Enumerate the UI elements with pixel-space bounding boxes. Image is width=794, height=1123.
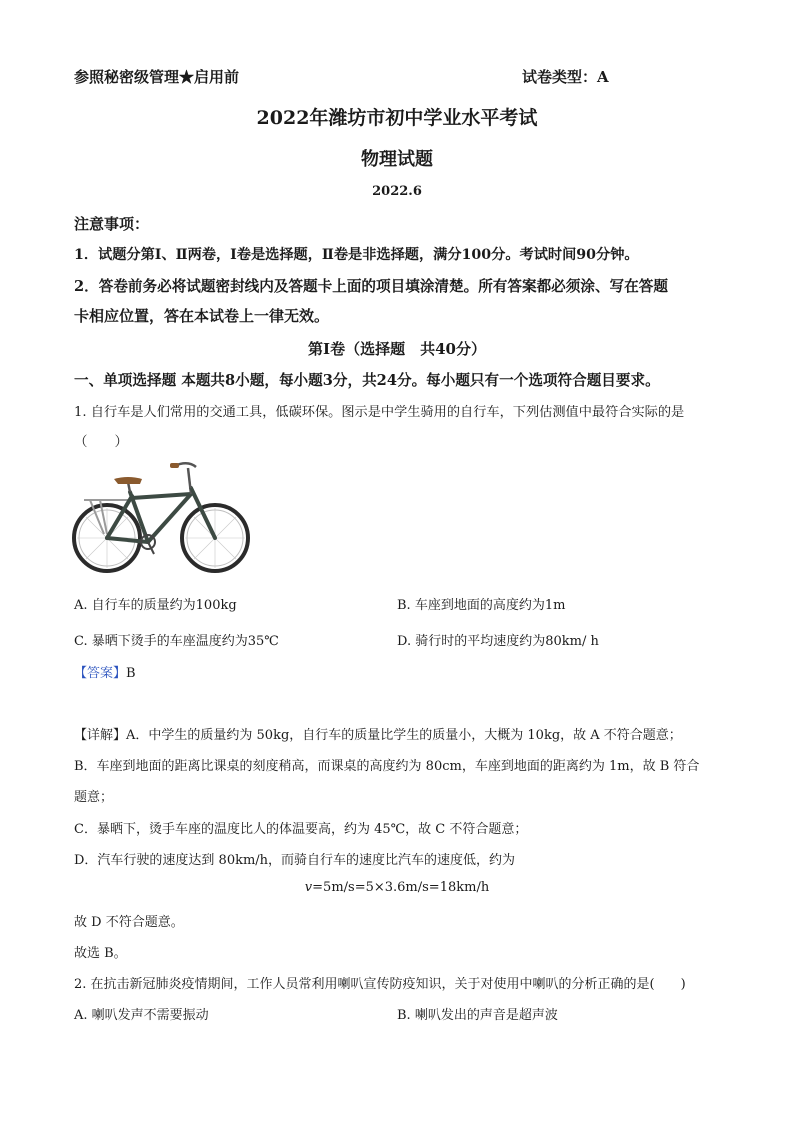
answer-value: B (126, 666, 136, 681)
q2-option-b: B. 喇叭发出的声音是超声波 (397, 1008, 558, 1023)
exam-title: 2022年潍坊市初中学业水平考试 (256, 107, 538, 129)
q1-detail-line-5: D．汽车行驶的速度达到 80km/h，而骑自行车的速度比汽车的速度低，约为 (74, 853, 516, 868)
q1-answer (74, 662, 136, 681)
exam-subtitle: 物理试题 (361, 149, 433, 170)
part1-instruction: 一、单项选择题 本题共8小题，每小题3分，共24分。每小题只有一个选项符合题目要求。 (74, 372, 660, 389)
paper-type-label: 试卷类型：A (522, 68, 609, 86)
bicycle-image (70, 458, 256, 578)
notice-item-2-line-1: 2．答卷前务必将试题密封线内及答题卡上面的项目填涂清楚。所有答案都必须涂、写在答题 (74, 278, 668, 295)
secrecy-label: 参照秘密级管理★启用前 (74, 68, 240, 86)
notice-heading: 注意事项： (74, 215, 150, 233)
q1-detail-line-7: 故选 B。 (74, 946, 127, 961)
q1-stem-line-2: （ ） (74, 434, 128, 450)
q1-detail-line-6: 故 D 不符合题意。 (74, 915, 184, 930)
q2-stem: 2. 在抗击新冠肺炎疫情期间，工作人员常利用喇叭宣传防疫知识，关于对使用中喇叭的分析正确的是( ) (74, 977, 686, 992)
formula-rest: =5m/s=5×3.6m/s=18km/h (312, 880, 490, 895)
notice-item-2-line-2: 卡相应位置，答在本试卷上一律无效。 (74, 307, 330, 325)
q1-option-b: B. 车座到地面的高度约为1m (397, 598, 566, 613)
q1-formula (0, 880, 794, 895)
section-title: 第Ⅰ卷（选择题 共40分） (308, 340, 486, 358)
exam-date: 2022.6 (372, 184, 422, 199)
notice-item-1: 1．试题分第Ⅰ、Ⅱ两卷，Ⅰ卷是选择题，Ⅱ卷是非选择题，满分100分。考试时间90分钟。 (74, 247, 639, 263)
q1-detail-line-4: C．暴晒下，烫手车座的温度比人的体温要高，约为 45℃，故 C 不符合题意； (74, 822, 528, 837)
q1-option-c: C. 暴晒下烫手的车座温度约为35℃ (74, 634, 279, 649)
q1-option-a: A. 自行车的质量约为100kg (74, 598, 237, 613)
detail-text: A．中学生的质量约为 50kg，自行车的质量比学生的质量小，大概为 10kg，故 A 不符合题意； (126, 728, 682, 743)
answer-tag: 【答案】 (74, 666, 127, 681)
q2-option-a: A. 喇叭发声不需要振动 (74, 1008, 209, 1023)
q1-option-d: D. 骑行时的平均速度约为80km/ h (397, 634, 599, 649)
q1-detail-line-1 (74, 724, 682, 743)
q1-detail-line-3: 题意； (74, 790, 114, 805)
q1-stem-line-1: 1. 自行车是人们常用的交通工具，低碳环保。图示是中学生骑用的自行车，下列估测值中最符合实际的是 (74, 405, 685, 420)
detail-tag: 【详解】 (74, 728, 127, 743)
q1-detail-line-2: B．车座到地面的距离比课桌的刻度稍高，而课桌的高度约为 80cm，车座到地面的距离约为 1m，故 B 符合 (74, 759, 700, 774)
formula-v: v (304, 880, 313, 895)
